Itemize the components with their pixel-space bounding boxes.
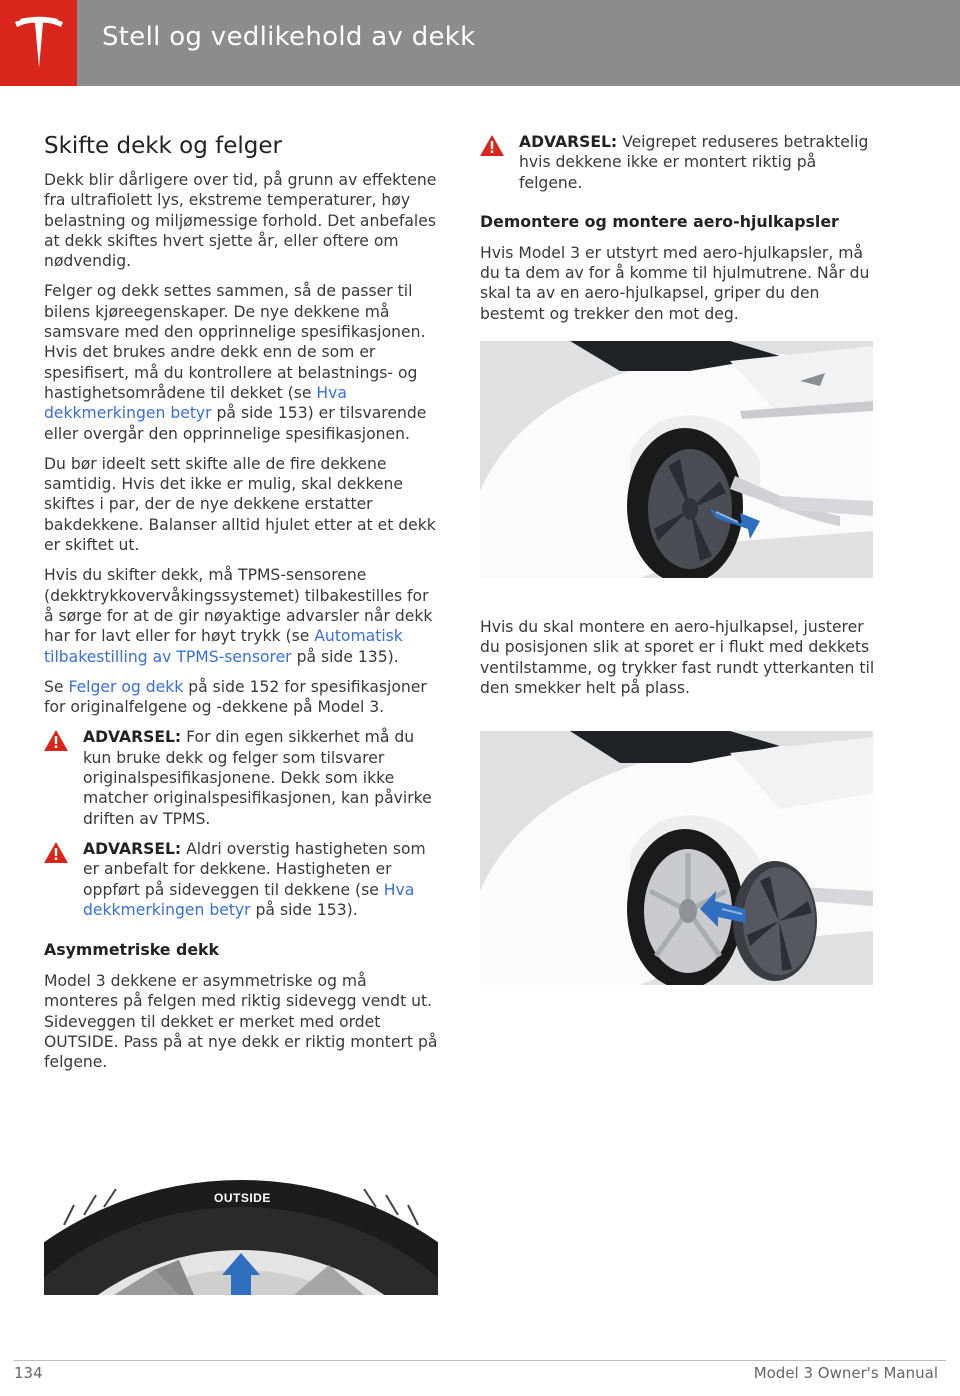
paragraph: Du bør ideelt sett skifte alle de fire dekkene samtidig. Hvis det ikke er mulig, skal dekkene skiftes i par, der de nye dekkene erstatter bakdekkene. Balanser alltid hjulet etter at et dekk er skiftet ut. — [44, 454, 436, 555]
car-hubcap-install-illustration — [480, 731, 873, 985]
car-hubcap-removal-illustration — [480, 341, 873, 578]
right-column — [480, 132, 875, 334]
warning-block — [44, 839, 439, 920]
subsection-heading: Demontere og montere aero-hjulkapsler — [480, 211, 839, 231]
warning-text: For din egen sikkerhet må du kun bruke dekk og felger som tilsvarer originalspesifikasjonene. Dekk som ikke matcher originalspesifikasjonen, kan påvirke driften av TPMS. — [83, 728, 432, 828]
paragraph: Hvis du skal montere en aero-hjulkapsel, justerer du posisjonen slik at sporet er i flukt med dekkets ventilstamme, og trykker fast rundt ytterkanten til den smekker helt på plass. — [480, 618, 875, 697]
text: på side 135). — [291, 647, 399, 666]
text: på side 153) er tilsvarende eller overgår den opprinnelige spesifikasjonen. — [44, 404, 427, 443]
warning-block — [44, 727, 439, 828]
page-number: 134 — [14, 1364, 43, 1382]
warning-text: Aldri overstig hastigheten som er anbefalt for dekkene. Hastigheten er oppført på sideveggen til dekkene (se — [83, 839, 426, 899]
warning-icon — [44, 842, 68, 863]
warning-text: Veigrepet reduseres betraktelig hvis dekkene ikke er montert riktig på felgene. — [519, 133, 869, 192]
manual-name: Model 3 Owner's Manual — [753, 1364, 938, 1382]
paragraph — [44, 565, 439, 666]
tire-illustration — [44, 1165, 438, 1295]
link-tire-markings[interactable]: Hva dekkmerkingen betyr — [83, 880, 415, 919]
tire-outside-label: OUTSIDE — [214, 1191, 271, 1205]
link-wheels-and-tires[interactable]: Felger og dekk — [68, 677, 184, 696]
tesla-logo-icon — [13, 16, 65, 70]
paragraph — [44, 281, 439, 443]
text: Se — [44, 677, 69, 696]
paragraph: Hvis Model 3 er utstyrt med aero-hjulkapsler, må du ta dem av for å komme til hjulmutrene. Når du skal ta av en aero-hjulkapsel, griper du den bestemt og trekker den mot deg. — [480, 243, 870, 323]
paragraph — [44, 677, 439, 718]
warning-label: ADVARSEL: — [83, 839, 182, 858]
subsection-heading: Asymmetriske dekk — [44, 940, 220, 960]
warning-label: ADVARSEL: — [519, 133, 618, 151]
install-hubcap-image — [480, 731, 873, 985]
warning-label: ADVARSEL: — [83, 728, 182, 747]
text: Hvis du skifter dekk, må TPMS-sensorene (dekktrykkovervåkingssystemet) tilbakestilles for å sørge for at de gir nøyaktige advarsler når dekk har for lavt eller for høyt trykk (se — [44, 566, 433, 646]
link-tire-markings[interactable]: Hva dekkmerkingen betyr — [44, 383, 347, 423]
page-title: Stell og vedlikehold av dekk — [102, 22, 476, 52]
right-column-lower — [480, 617, 875, 708]
warning-icon — [44, 730, 68, 751]
text: Felger og dekk settes sammen, så de passer til bilens kjøreegenskaper. De nye dekkene må samsvare med den opprinnelige spesifikasjonen. Hvis det brukes andre dekk enn de som er spesifisert, må du kontrollere at belastnings- og hastighetsområdene til dekket (se — [44, 282, 426, 402]
paragraph: Model 3 dekkene er asymmetriske og må monteres på felgen med riktig sidevegg vendt ut. Sideveggen til dekket er merket med ordet OUTSIDE. Pass på at nye dekk er riktig montert på felgene. — [44, 972, 438, 1072]
warning-block — [480, 132, 875, 193]
remove-hubcap-image — [480, 341, 873, 578]
warning-text: på side 153). — [250, 900, 358, 919]
page-header — [0, 0, 960, 86]
left-column — [44, 132, 439, 1083]
warning-icon — [480, 135, 504, 156]
text: på side 152 for spesifikasjoner for originalfelgene og -dekkene på Model 3. — [44, 677, 427, 717]
tesla-logo — [0, 0, 77, 86]
section-heading: Skifte dekk og felger — [44, 133, 283, 159]
link-tpms-reset[interactable]: Automatisk tilbakestilling av TPMS-sensorer — [44, 627, 403, 666]
footer-divider — [14, 1360, 946, 1361]
tire-outside-image — [44, 1165, 438, 1295]
paragraph: Dekk blir dårligere over tid, på grunn av effektene fra ultrafiolett lys, ekstreme temperaturer, høy belastning og miljømessige forhold. Det anbefales at dekk skiftes hvert sjette år, eller oftere om nødvendig. — [44, 171, 437, 271]
